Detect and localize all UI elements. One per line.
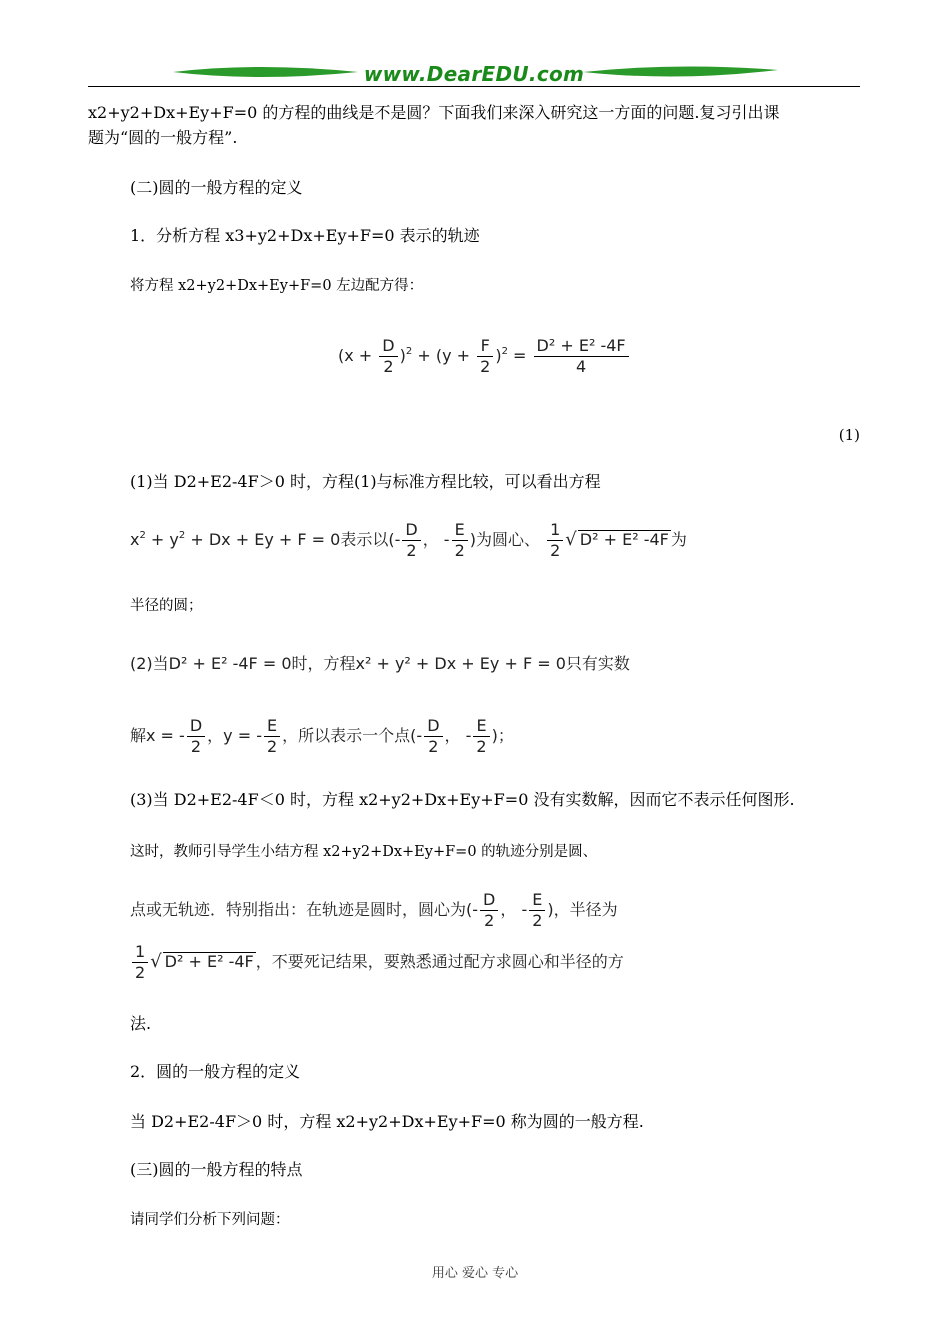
case2-part: ，y = - — [207, 726, 262, 745]
eq1-part: ) — [399, 346, 406, 365]
case1-part: + Dx + Ey + F = 0表示以(- — [185, 530, 401, 549]
case1-frac-half: $\frac{1}{2}$ — [547, 520, 563, 561]
case2-part: )； — [491, 726, 514, 745]
item-1-heading: 1．分析方程 x3+y2+Dx+Ey+F=0 表示的轨迹 — [130, 226, 480, 245]
summary-line-2 — [130, 890, 618, 931]
sqrt-sign-icon: √ — [150, 951, 162, 972]
page-footer: 用心 爱心 专心 — [431, 1266, 519, 1281]
case-1-text: (1)当 D2+E2-4F＞0 时，方程(1)与标准方程比较，可以看出方程 — [130, 472, 601, 491]
summary3-part: ，不要死记结果，要熟悉通过配方求圆心和半径的方 — [255, 952, 624, 971]
summary2-part: ， - — [500, 900, 528, 919]
case-1-equation: $x^2 + y^2 + Dx + Ey + F = 0$表示以(- $\frac{D}{2}$ ， - $\frac{E}{2}$ )为圆心、 $\frac{1}{2}$ √ D² + E² -4F 为 — [130, 520, 687, 560]
case2-part: ，所以表示一个点(- — [282, 726, 423, 745]
case2-frac-e: $\frac{E}{2}$ — [264, 716, 280, 757]
section-2-title: (二)圆的一般方程的定义 — [130, 178, 303, 197]
case-3-text: (3)当 D2+E2-4F＜0 时，方程 x2+y2+Dx+Ey+F=0 没有实数解，因而它不表示任何图形. — [130, 790, 795, 809]
case2-part: 解x = - — [130, 726, 185, 745]
section-3-prompt: 请同学们分析下列问题： — [130, 1212, 290, 1228]
case1-sqrt: D² + E² -4F — [579, 530, 669, 549]
eq1-part: (x + — [338, 346, 373, 365]
header-rule — [88, 86, 860, 87]
case-1-tail: 半径的圆； — [130, 598, 203, 614]
case1-part: x — [130, 530, 140, 549]
case2-part: ， - — [444, 726, 472, 745]
intro-line-1: x2+y2+Dx+Ey+F=0 的方程的曲线是不是圆？下面我们来深入研究这一方面的问题.复习引出课 — [88, 103, 780, 122]
summary-line-1: 这时，教师引导学生小结方程 x2+y2+Dx+Ey+F=0 的轨迹分别是圆、 — [130, 844, 598, 860]
definition-text: 当 D2+E2-4F＞0 时，方程 x2+y2+Dx+Ey+F=0 称为圆的一般方程. — [130, 1112, 644, 1131]
case-2-line-2 — [130, 716, 514, 757]
summary3-sqrt: D² + E² -4F — [164, 952, 254, 971]
case1-part: 为 — [670, 530, 687, 549]
case1-part: + y — [145, 530, 179, 549]
case2-frac-d: $\frac{D}{2}$ — [187, 716, 205, 757]
eq1-part: ) — [495, 346, 502, 365]
case1-part: ， - — [422, 530, 450, 549]
eq1-frac-d: $\frac{D}{2}$ — [379, 336, 397, 377]
eq1-frac-rhs: $\frac{\text{D² + E² -4F}}{4}$ — [534, 336, 629, 377]
summary-line-3 — [130, 942, 624, 983]
eq1-part: = — [513, 346, 527, 365]
summary2-part: 点或无轨迹．特别指出：在轨迹是圆时，圆心为(- — [130, 900, 479, 919]
section-3-title: (三)圆的一般方程的特点 — [130, 1160, 303, 1179]
equation-1: (x + $\frac{D}{2}$ )$^2$ + (y + $\frac{F}{2}$ )$^2$ = $\frac{\text{D² + E² -4F}}{4}$ — [338, 336, 631, 377]
item-2-heading: 2．圆的一般方程的定义 — [130, 1062, 301, 1081]
equation-number: (1) — [838, 426, 860, 444]
summary2-frac-e: $\frac{E}{2}$ — [529, 890, 545, 931]
summary2-frac-d: $\frac{D}{2}$ — [480, 890, 498, 931]
intro-line-2: 题为“圆的一般方程”. — [88, 128, 238, 147]
case-2-line-1: (2)当D² + E² -4F = 0时，方程x² + y² + Dx + Ey + F = 0只有实数 — [130, 654, 630, 673]
summary-line-4: 法. — [130, 1014, 152, 1033]
case1-frac-d: $\frac{D}{2}$ — [402, 520, 420, 561]
case1-part: )为圆心、 — [469, 530, 540, 549]
summary3-frac-half: $\frac{1}{2}$ — [132, 942, 148, 983]
site-logo-text: www.DearEDU.com — [363, 62, 585, 86]
eq1-part: + (y + — [417, 346, 471, 365]
case2-frac-d2: $\frac{D}{2}$ — [424, 716, 442, 757]
sqrt-sign-icon: √ — [565, 529, 577, 550]
case2-frac-e2: $\frac{E}{2}$ — [473, 716, 489, 757]
case1-frac-e: $\frac{E}{2}$ — [452, 520, 468, 561]
summary2-part: )，半径为 — [547, 900, 618, 919]
eq1-frac-f: $\frac{F}{2}$ — [477, 336, 493, 377]
complete-square-text: 将方程 x2+y2+Dx+Ey+F=0 左边配方得： — [130, 278, 424, 294]
page-header — [88, 60, 860, 90]
intro-paragraph — [88, 100, 860, 150]
